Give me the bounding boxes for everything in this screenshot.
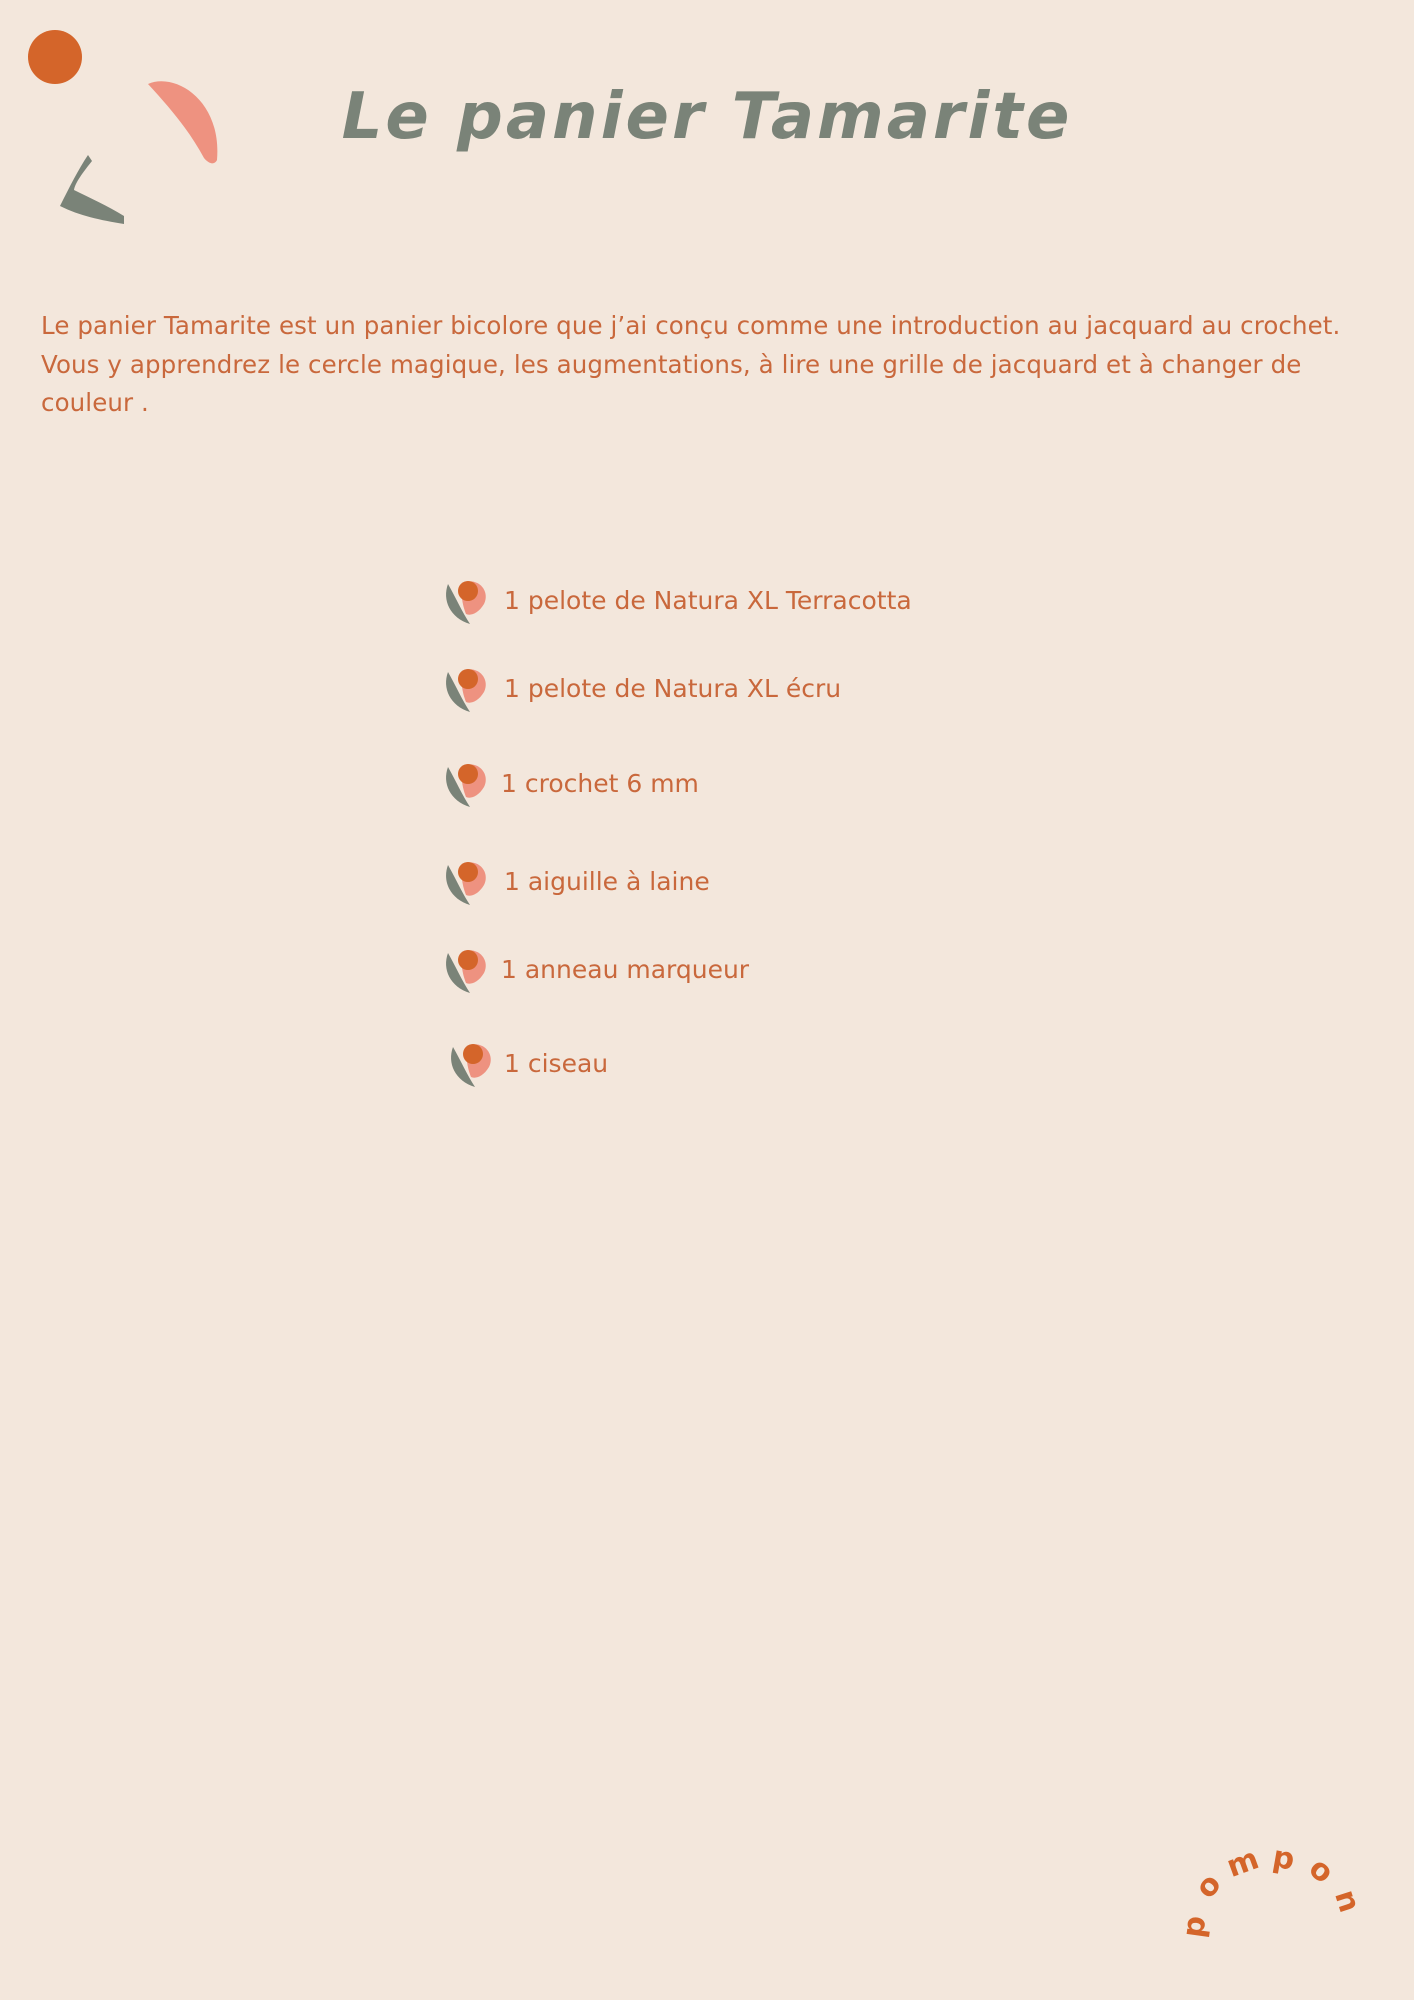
logo-letter: p	[1270, 1839, 1298, 1878]
leaf-dot-icon	[445, 1037, 497, 1089]
leaf-dot-icon	[440, 943, 492, 995]
logo-letter: m	[1222, 1841, 1264, 1885]
list-item	[445, 1038, 608, 1088]
list-item	[440, 758, 699, 808]
material-label: 1 crochet 6 mm	[501, 768, 699, 798]
material-label: 1 aiguille à laine	[504, 866, 710, 896]
list-item	[440, 575, 912, 625]
sage-chevron-shape	[60, 155, 124, 224]
leaf-dot-icon	[440, 757, 492, 809]
material-label: 1 pelote de Natura XL écru	[504, 673, 842, 703]
leaf-dot-icon	[440, 662, 492, 714]
orange-circle-shape	[28, 30, 82, 84]
material-label: 1 anneau marqueur	[501, 954, 750, 984]
logo-letters	[1176, 1840, 1367, 1940]
page-title: Le panier Tamarite	[341, 80, 1073, 154]
material-label: 1 ciseau	[504, 1048, 609, 1078]
list-item	[440, 856, 710, 906]
pompon-logo	[1175, 1830, 1367, 1940]
logo-letter: n	[1327, 1885, 1367, 1917]
logo-letter: o	[1301, 1850, 1341, 1891]
list-item	[440, 663, 841, 713]
logo-letter: p	[1175, 1913, 1214, 1940]
list-item	[440, 944, 749, 994]
intro-paragraph: Le panier Tamarite est un panier bicolore que j’ai conçu comme une introduction au jacquard au crochet. Vous y apprendrez le cercle magique, les augmentations, à lire une grille de jacquard et à changer de couleur .	[41, 311, 1341, 417]
leaf-dot-icon	[440, 855, 492, 907]
leaf-dot-icon	[440, 574, 492, 626]
material-label: 1 pelote de Natura XL Terracotta	[504, 585, 912, 615]
logo-letter: o	[1188, 1867, 1229, 1906]
